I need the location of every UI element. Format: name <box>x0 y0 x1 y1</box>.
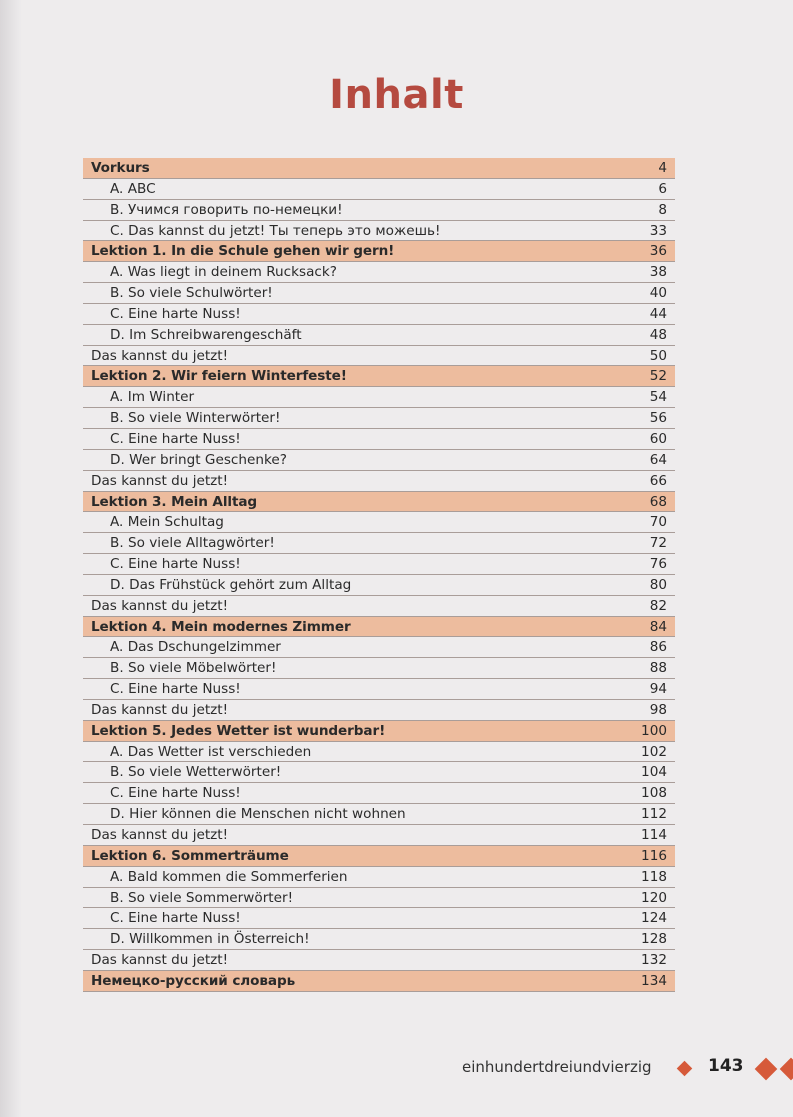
toc-entry <box>83 387 675 408</box>
toc-entry-page-number: 120 <box>641 889 667 906</box>
toc-entry-page-number: 40 <box>649 285 667 302</box>
toc-entry-title: A. ABC <box>110 180 156 197</box>
toc-entry <box>83 637 675 658</box>
toc-entry <box>83 283 675 304</box>
toc-entry-title: D. Willkommen in Österreich! <box>110 931 310 948</box>
toc-entry-title: C. Eine harte Nuss! <box>110 785 241 802</box>
toc-entry-title: D. Hier können die Menschen nicht wohnen <box>110 806 406 823</box>
toc-entry-page-number: 54 <box>649 389 667 406</box>
toc-entry-title: Lektion 3. Mein Alltag <box>91 493 258 510</box>
toc-entry <box>83 762 675 783</box>
toc-entry <box>83 200 675 221</box>
toc-entry-page-number: 8 <box>658 201 667 218</box>
toc-entry-title: B. So viele Schulwörter! <box>110 285 273 302</box>
toc-entry-page-number: 44 <box>649 305 667 322</box>
diamond-ornament-icon <box>677 1061 693 1077</box>
toc-entry-title: C. Eine harte Nuss! <box>110 910 241 927</box>
toc-entry-page-number: 60 <box>649 430 667 447</box>
toc-entry-page-number: 104 <box>641 764 667 781</box>
toc-entry-title: Das kannst du jetzt! <box>91 952 229 969</box>
toc-entry <box>83 221 675 242</box>
toc-entry <box>83 554 675 575</box>
toc-entry <box>83 471 675 492</box>
toc-entry <box>83 429 675 450</box>
toc-entry-title: Das kannst du jetzt! <box>91 597 229 614</box>
toc-entry-page-number: 6 <box>658 180 667 197</box>
toc-entry-page-number: 68 <box>649 493 667 510</box>
toc-entry <box>83 346 675 367</box>
toc-entry <box>83 929 675 950</box>
toc-entry-page-number: 118 <box>641 868 667 885</box>
toc-entry-title: Das kannst du jetzt! <box>91 701 229 718</box>
toc-section-header <box>83 846 675 867</box>
toc-entry-title: Lektion 6. Sommerträume <box>91 847 289 864</box>
toc-entry <box>83 658 675 679</box>
toc-entry-page-number: 98 <box>649 701 667 718</box>
toc-entry <box>83 867 675 888</box>
toc-entry-title: Vorkurs <box>91 160 150 176</box>
toc-entry-title: Lektion 2. Wir feiern Winterfeste! <box>91 368 347 385</box>
toc-entry-title: B. So viele Möbelwörter! <box>110 660 277 677</box>
page-title: Inhalt <box>329 72 464 118</box>
toc-entry <box>83 804 675 825</box>
toc-entry-title: C. Eine harte Nuss! <box>110 305 241 322</box>
toc-entry-title: D. Im Schreibwarengeschäft <box>110 326 302 343</box>
toc-entry <box>83 825 675 846</box>
toc-entry-page-number: 38 <box>649 264 667 281</box>
toc-entry <box>83 533 675 554</box>
toc-entry-page-number: 80 <box>649 576 667 593</box>
toc-entry-title: B. So viele Winterwörter! <box>110 410 281 427</box>
toc-entry-page-number: 36 <box>649 243 667 260</box>
toc-entry <box>83 700 675 721</box>
toc-entry <box>83 262 675 283</box>
toc-entry-page-number: 33 <box>649 222 667 239</box>
toc-entry-title: Das kannst du jetzt! <box>91 347 229 364</box>
toc-entry <box>83 408 675 429</box>
toc-entry <box>83 950 675 971</box>
toc-entry-title: Lektion 5. Jedes Wetter ist wunderbar! <box>91 722 386 739</box>
toc-entry-title: B. Учимся говорить по-немецки! <box>110 201 343 218</box>
toc-entry-page-number: 114 <box>641 827 667 843</box>
table-of-contents <box>83 158 675 992</box>
diamond-ornament-icon <box>780 1058 793 1081</box>
toc-entry <box>83 596 675 617</box>
toc-section-header <box>83 721 675 742</box>
toc-entry-page-number: 102 <box>641 743 667 760</box>
toc-entry-title: Lektion 4. Mein modernes Zimmer <box>91 618 351 635</box>
toc-entry-title: B. So viele Sommerwörter! <box>110 889 294 906</box>
toc-entry-page-number: 132 <box>641 952 667 969</box>
toc-entry <box>83 304 675 325</box>
toc-entry-page-number: 88 <box>649 660 667 677</box>
toc-section-header <box>83 366 675 387</box>
toc-entry <box>83 575 675 596</box>
toc-entry-page-number: 76 <box>649 556 667 573</box>
toc-entry-page-number: 64 <box>649 451 667 468</box>
toc-section-header <box>83 617 675 638</box>
toc-entry <box>83 179 675 200</box>
toc-entry-title: B. So viele Alltagwörter! <box>110 535 275 552</box>
toc-entry-page-number: 52 <box>649 368 667 385</box>
toc-entry-page-number: 84 <box>649 618 667 635</box>
toc-entry-page-number: 4 <box>658 160 667 176</box>
toc-entry-title: A. Das Wetter ist verschieden <box>110 743 312 760</box>
toc-entry-title: A. Im Winter <box>110 389 195 406</box>
toc-entry <box>83 325 675 346</box>
toc-entry-page-number: 112 <box>641 806 667 823</box>
toc-entry <box>83 512 675 533</box>
toc-entry-page-number: 94 <box>649 681 667 698</box>
toc-entry <box>83 742 675 763</box>
toc-entry-title: D. Wer bringt Geschenke? <box>110 451 287 468</box>
toc-entry-page-number: 100 <box>641 722 667 739</box>
page-number: 143 <box>708 1056 744 1076</box>
toc-entry-title: Das kannst du jetzt! <box>91 827 229 843</box>
toc-entry-page-number: 48 <box>649 326 667 343</box>
toc-entry-title: C. Das kannst du jetzt! Ты теперь это можешь! <box>110 222 441 239</box>
toc-entry-title: Немецко-русский словарь <box>91 972 296 989</box>
toc-entry-page-number: 86 <box>649 639 667 656</box>
toc-entry-title: C. Eine harte Nuss! <box>110 681 241 698</box>
toc-entry-page-number: 134 <box>641 972 667 989</box>
toc-entry-page-number: 72 <box>649 535 667 552</box>
toc-entry-page-number: 128 <box>641 931 667 948</box>
toc-entry-page-number: 116 <box>641 847 667 864</box>
toc-entry <box>83 450 675 471</box>
toc-entry-title: A. Mein Schultag <box>110 514 224 531</box>
toc-entry <box>83 888 675 909</box>
toc-entry-page-number: 66 <box>649 472 667 489</box>
toc-entry-title: C. Eine harte Nuss! <box>110 556 241 573</box>
toc-entry-title: D. Das Frühstück gehört zum Alltag <box>110 576 352 593</box>
toc-entry-page-number: 82 <box>649 597 667 614</box>
toc-entry-title: B. So viele Wetterwörter! <box>110 764 282 781</box>
toc-entry-title: Lektion 1. In die Schule gehen wir gern! <box>91 243 395 260</box>
toc-section-header <box>83 158 675 179</box>
page-edge-shadow <box>0 0 22 1117</box>
toc-entry-title: A. Was liegt in deinem Rucksack? <box>110 264 337 281</box>
toc-entry-page-number: 56 <box>649 410 667 427</box>
toc-entry-title: A. Das Dschungelzimmer <box>110 639 281 656</box>
toc-section-header <box>83 241 675 262</box>
toc-entry <box>83 679 675 700</box>
toc-entry <box>83 783 675 804</box>
toc-entry-page-number: 108 <box>641 785 667 802</box>
toc-entry-page-number: 50 <box>649 347 667 364</box>
toc-entry-title: Das kannst du jetzt! <box>91 472 229 489</box>
toc-entry-page-number: 70 <box>649 514 667 531</box>
toc-entry-page-number: 124 <box>641 910 667 927</box>
toc-entry <box>83 908 675 929</box>
page-number-words: einhundertdreiundvierzig <box>462 1058 652 1076</box>
diamond-ornament-icon <box>755 1058 778 1081</box>
toc-section-header <box>83 971 675 992</box>
toc-entry-title: C. Eine harte Nuss! <box>110 430 241 447</box>
toc-section-header <box>83 492 675 513</box>
toc-entry-title: A. Bald kommen die Sommerferien <box>110 868 348 885</box>
